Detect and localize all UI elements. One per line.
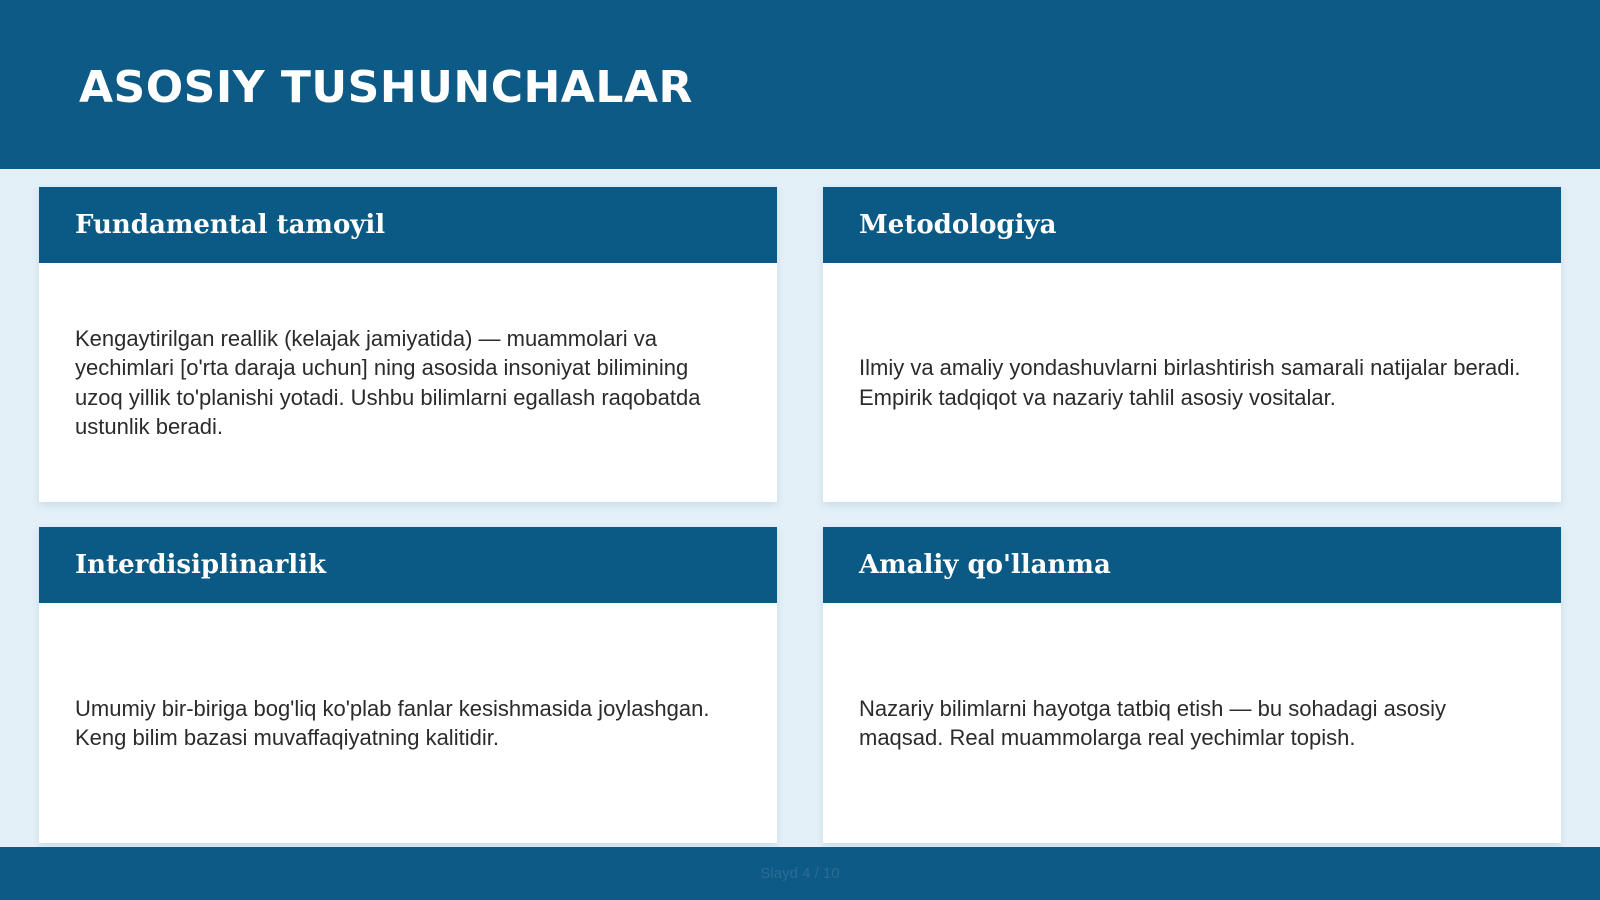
page-number: Slayd 4 / 10: [760, 865, 840, 882]
card-text: Kengaytirilgan reallik (kelajak jamiyatida) — muammolari va yechimlari [o'rta daraja uchun] ning asosida insoniyat bilimining uzoq yillik to'planishi yotadi. Ushbu bilimlarni egallash raqobatda ustunlik beradi.: [75, 325, 701, 439]
slide-header: [0, 0, 1600, 169]
card-fundamental-tamoyil: [39, 187, 777, 502]
card-header: [823, 527, 1561, 603]
card-body: [39, 263, 777, 502]
card-body: [39, 603, 777, 843]
card-heading: Interdisiplinarlik: [75, 550, 327, 580]
card-text: Ilmiy va amaliy yondashuvlarni birlashtirish samarali natijalar beradi. Empirik tadqiqot va nazariy tahlil asosiy vositalar.: [859, 355, 1521, 410]
card-interdisiplinarlik: [39, 527, 777, 843]
card-body: [823, 603, 1561, 843]
card-header: [823, 187, 1561, 263]
card-heading: Amaliy qo'llanma: [859, 550, 1111, 580]
card-text: Umumiy bir-biriga bog'liq ko'plab fanlar kesishmasida joylashgan. Keng bilim bazasi muvaffaqiyatning kalitidir.: [75, 695, 710, 750]
slide-title: ASOSIY TUSHUNCHALAR: [79, 62, 693, 113]
card-header: [39, 187, 777, 263]
card-heading: Metodologiya: [859, 210, 1057, 240]
card-text: Nazariy bilimlarni hayotga tatbiq etish — bu sohadagi asosiy maqsad. Real muammolarga real yechimlar topish.: [859, 695, 1446, 750]
card-amaliy-qollanma: [823, 527, 1561, 843]
card-heading: Fundamental tamoyil: [75, 210, 386, 240]
card-header: [39, 527, 777, 603]
card-metodologiya: [823, 187, 1561, 502]
slide-footer: [0, 847, 1600, 900]
card-body: [823, 263, 1561, 502]
